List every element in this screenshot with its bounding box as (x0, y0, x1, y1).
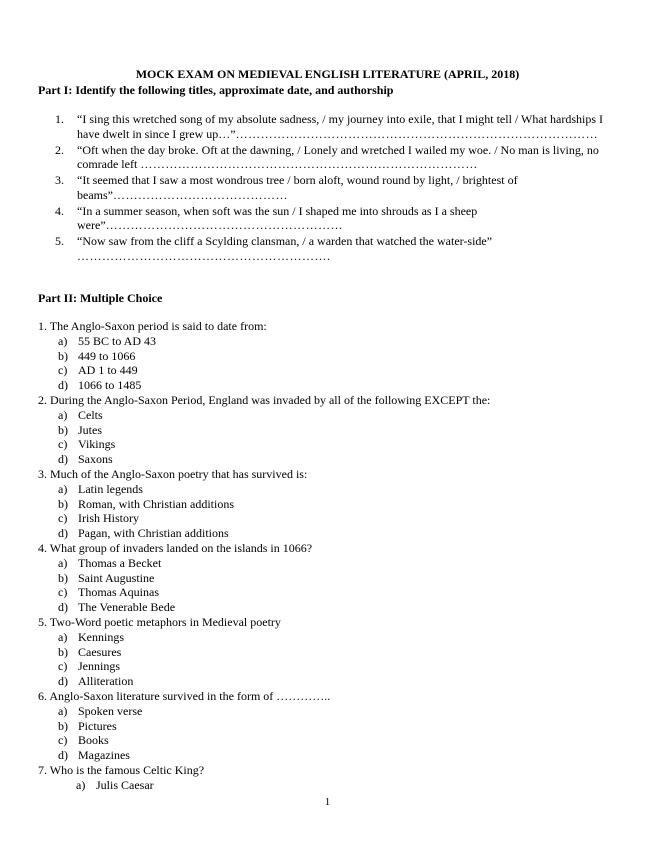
answer-blank: ………………………………………………… (105, 218, 344, 232)
option (58, 600, 618, 615)
option (58, 748, 618, 763)
option-text: Books (78, 733, 109, 748)
option-letter: b) (58, 718, 68, 733)
question (38, 615, 618, 689)
option-text: Thomas a Becket (78, 555, 162, 570)
option-list (38, 556, 618, 615)
option (58, 719, 618, 734)
option-letter: a) (76, 777, 86, 792)
answer-blank: …………………………………………………………………………… (235, 126, 599, 141)
option-text: Thomas Aquinas (78, 585, 159, 600)
option-text: 1066 to 1485 (78, 378, 142, 393)
item-number: 4. (55, 203, 64, 218)
item-number: 1. (55, 112, 64, 126)
option-letter: a) (58, 481, 68, 496)
question-text: 7. Who is the famous Celtic King? (38, 762, 205, 777)
item-text (77, 143, 615, 172)
option-text: The Venerable Bede (78, 600, 176, 615)
part2-heading: Part II: Multiple Choice (38, 291, 163, 305)
answer-blank: …………………………………… (112, 187, 288, 202)
part1-list (55, 112, 615, 265)
item-text (77, 204, 615, 233)
option-letter: a) (58, 333, 68, 348)
item-quote: “I sing this wretched song of my absolute sadness, / my journey into exile, that I might tell / What hardships I have dwelt in since I grew up…” (77, 112, 604, 141)
option-text: Vikings (78, 437, 116, 452)
part1-item (55, 112, 615, 141)
item-quote: “In a summer season, when soft was the sun / I shaped me into shrouds as I a sheep were” (77, 203, 478, 232)
option (58, 645, 618, 660)
option-list (38, 630, 618, 689)
answer-blank: ……………………………………………………………………… (140, 157, 478, 171)
question-text: 2. During the Anglo-Saxon Period, England was invaded by all of the following EXCEPT the: (38, 392, 491, 407)
option-letter: c) (58, 511, 68, 526)
option (58, 585, 618, 600)
option (58, 452, 618, 467)
answer-blank: ……………………………………………………. (77, 248, 331, 263)
option-text: Jutes (78, 422, 102, 437)
option-text: Saxons (78, 452, 113, 467)
option-text: Saint Augustine (78, 570, 155, 585)
option (58, 378, 618, 393)
option-text: Pictures (78, 718, 117, 733)
option-text: AD 1 to 449 (78, 363, 138, 378)
option (58, 497, 618, 512)
page-number: 1 (324, 796, 331, 808)
option (58, 733, 618, 748)
option-list (38, 704, 618, 763)
option (76, 778, 618, 793)
option-text: Celts (78, 407, 103, 422)
option-letter: b) (58, 422, 68, 437)
option-letter: c) (58, 437, 68, 452)
option-list (38, 334, 618, 393)
option (58, 526, 618, 541)
question (38, 467, 618, 541)
option-list (38, 482, 618, 541)
question (38, 319, 618, 393)
option-letter: d) (58, 378, 68, 393)
option-letter: c) (58, 659, 68, 674)
option-text: Jennings (78, 659, 120, 674)
option (58, 704, 618, 719)
item-text (77, 173, 615, 202)
option-text: 449 to 1066 (78, 348, 136, 363)
option-letter: c) (58, 733, 68, 748)
option (58, 556, 618, 571)
option-letter: d) (58, 748, 68, 763)
part1-heading: Part I: Identify the following titles, approximate date, and authorship (38, 83, 394, 97)
option-letter: d) (58, 452, 68, 467)
option (58, 482, 618, 497)
option (58, 511, 618, 526)
question-text: 5. Two-Word poetic metaphors in Medieval poetry (38, 614, 281, 629)
question-text: 6. Anglo-Saxon literature survived in the form of ………….. (38, 688, 331, 703)
item-text (77, 112, 615, 141)
item-number: 2. (55, 142, 64, 157)
option (58, 363, 618, 378)
option-text: Alliteration (78, 674, 134, 689)
option-letter: a) (58, 703, 68, 718)
option-letter: b) (58, 496, 68, 511)
option-letter: d) (58, 600, 68, 615)
option-letter: c) (58, 363, 68, 378)
part1-item (55, 234, 615, 263)
option (58, 423, 618, 438)
option-text: 55 BC to AD 43 (78, 333, 157, 348)
option-letter: a) (58, 407, 68, 422)
item-quote: “Now saw from the cliff a Scylding clansman, / a warden that watched the water-side” (77, 234, 493, 248)
option-text: Irish History (78, 511, 139, 526)
option-text: Latin legends (78, 481, 143, 496)
option (58, 571, 618, 586)
option-list (38, 408, 618, 467)
option-text: Caesures (78, 644, 122, 659)
question (38, 689, 618, 763)
question (38, 541, 618, 615)
option-letter: b) (58, 644, 68, 659)
option (58, 674, 618, 689)
part1-item (55, 204, 615, 233)
option (58, 437, 618, 452)
option (58, 349, 618, 364)
option-text: Pagan, with Christian additions (78, 526, 229, 541)
part1-item (55, 143, 615, 172)
option-letter: a) (58, 555, 68, 570)
option-list (38, 778, 618, 793)
option-letter: c) (58, 585, 68, 600)
option-text: Roman, with Christian additions (78, 496, 234, 511)
exam-title: MOCK EXAM ON MEDIEVAL ENGLISH LITERATURE (APRIL, 2018) (135, 67, 520, 81)
option (58, 659, 618, 674)
option (58, 630, 618, 645)
question-text: 3. Much of the Anglo-Saxon poetry that has survived is: (38, 466, 308, 481)
option (58, 408, 618, 423)
option-letter: b) (58, 348, 68, 363)
option-text: Spoken verse (78, 703, 143, 718)
option-letter: d) (58, 674, 68, 689)
item-quote: “Oft when the day broke. Oft at the dawning, / Lonely and wretched I wailed my woe. / No man is living, no comrade left (77, 142, 599, 171)
part1-item (55, 173, 615, 202)
question (38, 393, 618, 467)
option-text: Kennings (78, 629, 124, 644)
item-number: 3. (55, 173, 64, 187)
item-text (77, 234, 615, 263)
question-text: 1. The Anglo-Saxon period is said to date from: (38, 319, 267, 333)
option-text: Julis Caesar (96, 777, 154, 792)
option-letter: a) (58, 629, 68, 644)
option-letter: b) (58, 570, 68, 585)
option-text: Magazines (78, 748, 130, 763)
option (58, 334, 618, 349)
option-letter: d) (58, 526, 68, 541)
question-text: 4. What group of invaders landed on the islands in 1066? (38, 540, 313, 555)
question-list (38, 319, 618, 793)
item-number: 5. (55, 234, 64, 248)
question (38, 763, 618, 793)
item-quote: “It seemed that I saw a most wondrous tree / born aloft, wound round by light, / brightest of beams” (77, 173, 518, 202)
